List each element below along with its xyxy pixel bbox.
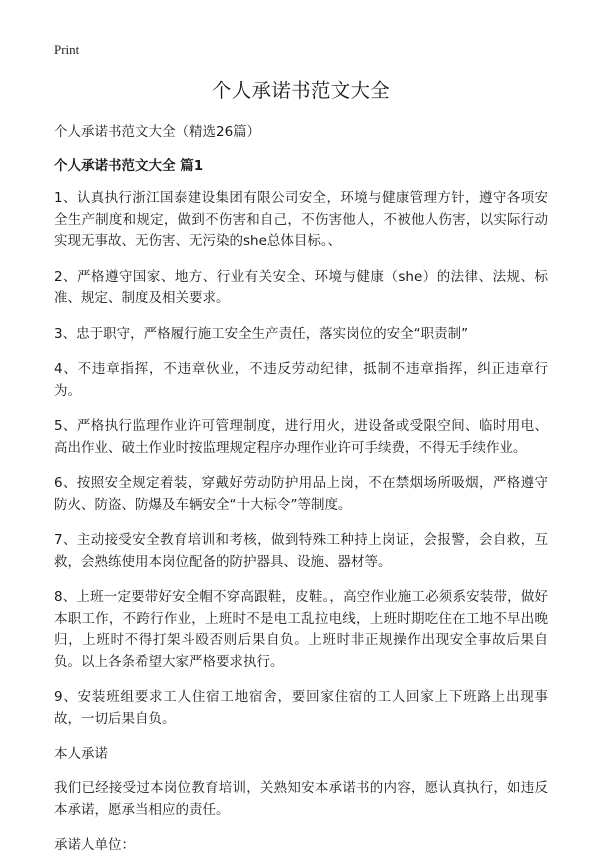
section-heading: 个人承诺书范文大全 篇1 <box>54 158 204 174</box>
clause-paragraph-8: 8、上班一定要带好安全帽不穿高跟鞋，皮鞋。，高空作业施工必须系安装带，做好本职工作，不跨行作业，上班时不是电工乱拉电线，上班时期吃住在工地不早出晚归，上班时不得打架斗殴否则后果自负。上班时非正规操作出现安全事故后果自负。以上各条希望大家严格要求执行。 <box>54 589 548 670</box>
pledge-text: 我们已经接受过本岗位教育培训，关熟知安本承诺书的内容，愿认真执行，如违反本承诺，愿承当相应的责任。 <box>54 780 548 818</box>
clause-paragraph-4: 4、不违章指挥，不违章伙业，不违反劳动纪律，抵制不违章指挥，纠正违章行为。 <box>54 361 548 399</box>
document-subtitle: 个人承诺书范文大全（精选26篇） <box>54 124 261 140</box>
document-title: 个人承诺书范文大全 <box>211 79 391 102</box>
print-label: Print <box>54 42 80 57</box>
clause-paragraph-2: 2、严格遵守国家、地方、行业有关安全、环境与健康（she）的法律、法规、标准、规定、制度及相关要求。 <box>54 268 548 306</box>
clause-paragraph-3: 3、忠于职守，严格履行施工安全生产责任，落实岗位的安全“职责制” <box>54 325 469 342</box>
clause-paragraph-7: 7、主动接受安全教育培训和考核，做到特殊工种持上岗证，会报警，会自救，互救，会熟练使用本岗位配备的防护器具、设施、器材等。 <box>54 532 548 570</box>
clause-paragraph-1: 1、认真执行浙江国泰建设集团有限公司安全，环境与健康管理方针，遵守各项安全生产制度和规定，做到不伤害和自己，不伤害他人，不被他人伤害，以实际行动实现无事故、无伤害、无污染的she总体目标。、 <box>54 190 548 249</box>
pledge-label: 本人承诺 <box>54 746 108 762</box>
clause-paragraph-9: 9、安装班组要求工人住宿工地宿舍，要回家住宿的工人回家上下班路上出现事故，一切后果自负。 <box>54 689 548 727</box>
clause-paragraph-6: 6、按照安全规定着装，穿戴好劳动防护用品上岗，不在禁烟场所吸烟，严格遵守防火、防盗、防爆及车辆安全“十大标令”等制度。 <box>54 475 548 513</box>
clause-paragraph-5: 5、严格执行监理作业许可管理制度，进行用火，进设备或受限空间、临时用电、高出作业、破土作业时按监理规定程序办理作业许可手续费，不得无手续作业。 <box>54 418 548 456</box>
signer-label: 承诺人单位： <box>54 837 135 853</box>
